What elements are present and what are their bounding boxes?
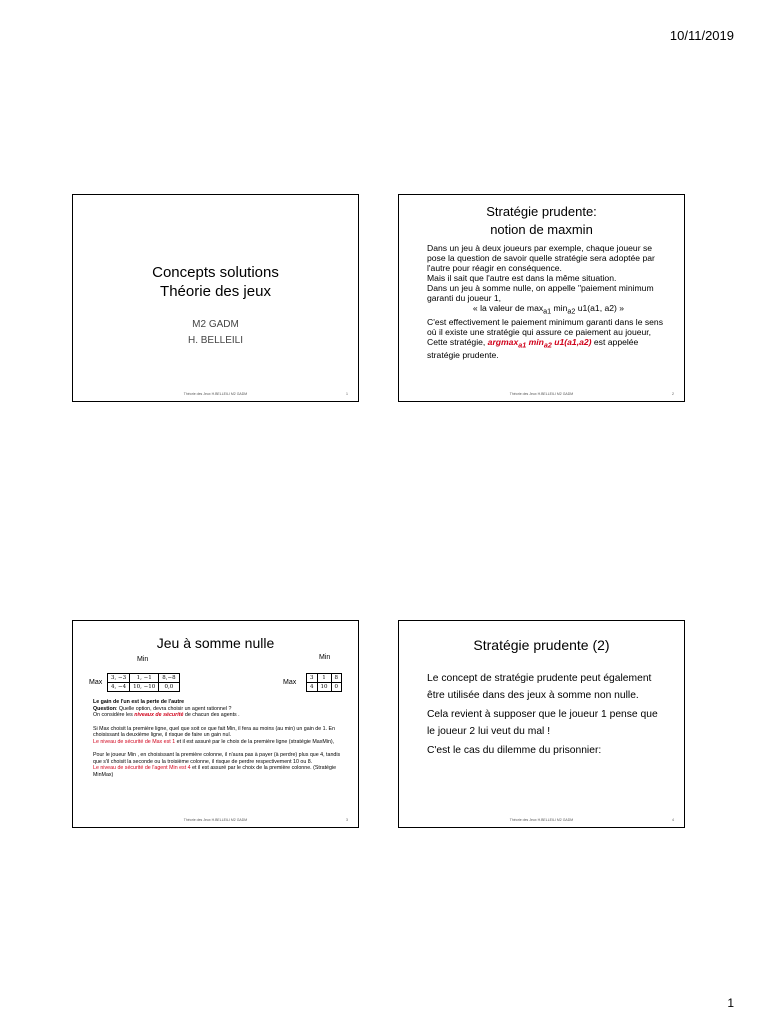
matrix-cell: 10, −10: [130, 683, 159, 692]
formula-highlight: argmax$_{a1}$ $\min_{a2} u1(a1,a2)$: [487, 336, 592, 350]
title-line: Stratégie prudente:: [486, 204, 597, 219]
matrix-cell: 4: [307, 683, 318, 692]
title-line: notion de maxmin: [490, 222, 593, 237]
slide-2: [398, 194, 685, 402]
paragraph: Le concept de stratégie prudente peut également être utilisée dans des jeux à somme non nulle.: [427, 673, 652, 701]
matrix-cell: 0: [331, 683, 342, 692]
paragraph: Mais il sait que l'autre est dans la même situation.: [427, 273, 617, 283]
slide-title: [73, 263, 358, 301]
slide-title: [399, 203, 684, 239]
matrix-cell: 3, −3: [108, 674, 130, 683]
page-date: 10/11/2019: [669, 28, 734, 43]
matrix-row-label: Max: [283, 679, 297, 686]
quote-formula: « la valeur de $\max_{a1} \min_{a2} u1(a1$, a2) »: [472, 303, 625, 316]
matrix-cell: 1, −1: [130, 674, 159, 683]
matrix-row-label: Max: [89, 679, 103, 686]
slide-4: [398, 620, 685, 828]
paragraph: C'est effectivement le paiement minimum garanti dans le sens où il existe une stratégie qui assure ce paiement au joueur,: [427, 316, 664, 337]
slide-number: 4: [672, 818, 674, 822]
paragraph: Dans un jeu à deux joueurs par exemple, chaque joueur se pose la question de savoir quelle stratégie sera adoptée par l'autre pour réagir en conséquence.: [427, 243, 655, 273]
paragraph: On considère les niveaux de sécurité de chacun des agents .: [93, 712, 240, 718]
slide-title: Jeu à somme nulle: [156, 635, 275, 651]
title-line: Concepts solutions: [152, 264, 279, 281]
matrix-cell: 4, −4: [108, 683, 130, 692]
slide-footer: [73, 818, 358, 822]
slide-number: 2: [672, 392, 674, 396]
slide-footer: [399, 392, 684, 396]
matrix-cell: 1: [317, 674, 331, 683]
paragraph: Le gain de l'un est la perte de l'autre: [93, 699, 185, 705]
paragraph: Dans un jeu à somme nulle, on appelle "paiement minimum garanti du joueur 1,: [427, 283, 654, 303]
paragraph: Cela revient à supposer que le joueur 1 pense que le joueur 2 lui veut du mal !: [427, 709, 658, 737]
slide-number: 1: [346, 392, 348, 396]
matrix-cell: 3: [307, 674, 318, 683]
paragraph: Le niveau de sécurité de l'agent Min est 4 et il est assuré par le choix de la première colonne. (Stratégie MinMax): [93, 765, 337, 778]
slide-footer: [399, 818, 684, 822]
matrix-col-label: Min: [319, 654, 331, 661]
slide-3: [72, 620, 359, 828]
slide-1: [72, 194, 359, 402]
paragraph: Pour le joueur Min , en choisissant la première colonne, il n'aura pas à payer (à perdre) plus que 4, tandis que s'il choisit la seconde ou la troisième colonne, il risque de perdre respectivement 10 ou 8.: [93, 752, 341, 765]
slide-body: [427, 243, 670, 360]
slide-body: [427, 670, 664, 761]
subtitle-line: H. BELLEILI: [187, 335, 244, 346]
paragraph: C'est le cas du dilemme du prisonnier:: [427, 745, 602, 756]
slide-subtitle: [73, 317, 358, 349]
paragraph: Cette stratégie, argmax$_{a1}$ $\min_{a2} u1(a1,a2)$ est appelée stratégie prudente.: [427, 336, 639, 361]
slide-body: [93, 699, 342, 778]
matrix-cell: 8,−8: [159, 674, 179, 683]
matrix-cell: 8: [331, 674, 342, 683]
footer-text: Théorie des Jeux H.BELLEILI M2 GADM: [509, 818, 574, 822]
title-line: Théorie des jeux: [160, 283, 271, 300]
slide-number: 3: [346, 818, 348, 822]
footer-text: Théorie des Jeux H.BELLEILI M2 GADM: [509, 392, 574, 396]
matrix-cell: 0,0: [159, 683, 179, 692]
payoff-matrix-left: [107, 673, 180, 692]
paragraph: Question: Quelle option, devra choisir un agent rationnel ?: [93, 705, 232, 712]
footer-text: Théorie des Jeux H.BELLEILI M2 GADM: [183, 392, 248, 396]
matrix-col-label: Min: [137, 656, 149, 663]
paragraph: Le niveau de sécurité de Max est 1 et il est assuré par le choix de la première ligne (stratégie MaxMin),: [93, 738, 335, 745]
matrix-cell: 10: [317, 683, 331, 692]
payoff-matrix-right: [306, 673, 342, 692]
slide-title: Stratégie prudente (2): [473, 637, 610, 653]
paragraph: Si Max choisit la première ligne, quel que soit ce que fait Min, il fera au moins (au min) un gain de 1. En choisissant la deuxième ligne, il risque de faire un gain nul.: [93, 725, 336, 738]
page-number: 1: [727, 996, 734, 1010]
subtitle-line: M2 GADM: [192, 319, 239, 330]
footer-text: Théorie des Jeux H.BELLEILI M2 GADM: [183, 818, 248, 822]
slide-footer: [73, 392, 358, 396]
